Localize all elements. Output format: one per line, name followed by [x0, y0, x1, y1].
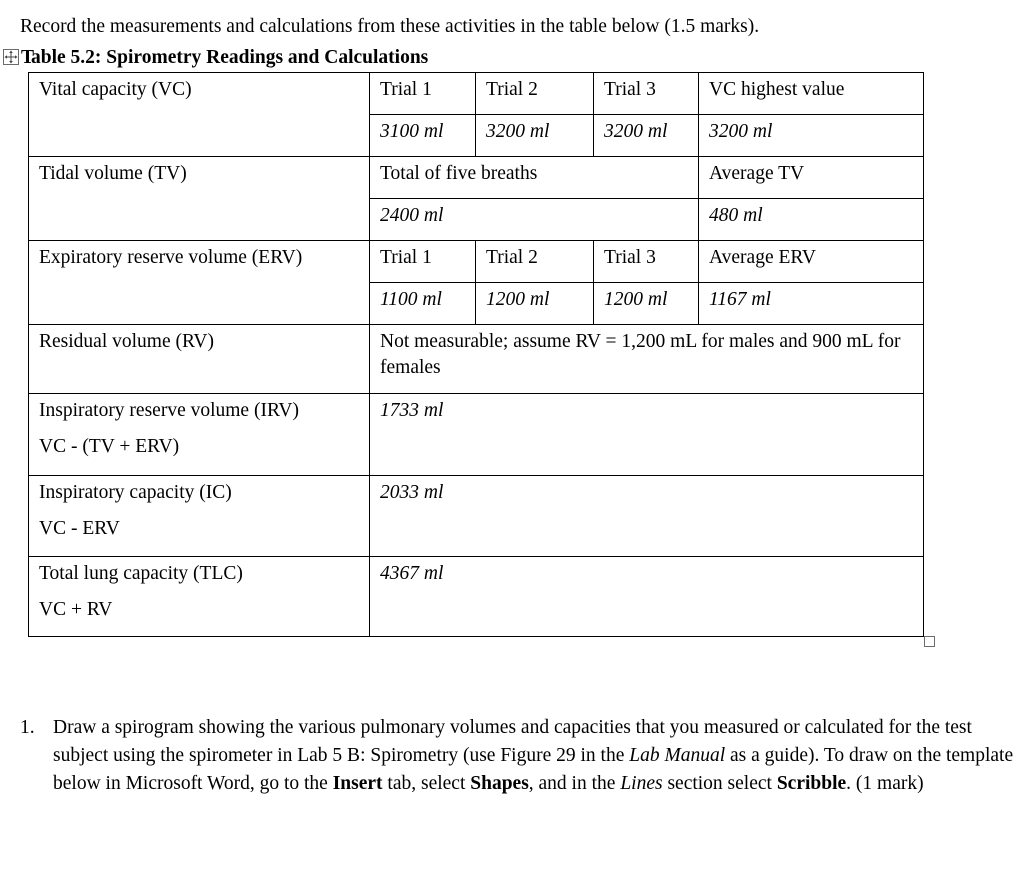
erv-trial2-value: 1200 ml: [476, 283, 594, 325]
vc-highest-value: 3200 ml: [699, 115, 924, 157]
ic-label: Inspiratory capacity (IC): [39, 482, 232, 503]
table-row: [29, 476, 924, 557]
vc-trial2-value: 3200 ml: [476, 115, 594, 157]
tv-total-header: Total of five breaths: [370, 157, 699, 199]
question-text: Draw a spirogram showing the various pulmonary volumes and capacities that you measured or calculated for the test subject using the spirometer in Lab 5 B: Spirometry (use Figure 29 in the Lab Manual as a guide). To draw on the template below in Microsoft Word, go to the Insert tab, select Shapes, and in the Lines section select Scribble. (1 mark): [53, 717, 1014, 794]
vc-trial1-header: Trial 1: [370, 73, 476, 115]
table-move-handle-icon[interactable]: [3, 49, 19, 65]
question-1: [20, 714, 1015, 798]
table-row: [29, 157, 924, 199]
erv-trial1-header: Trial 1: [370, 241, 476, 283]
question-number: 1.: [20, 717, 35, 738]
tlc-label: Total lung capacity (TLC): [39, 563, 243, 584]
tv-label: Tidal volume (TV): [29, 157, 370, 241]
ic-formula: VC - ERV: [39, 518, 120, 539]
spirometry-table: [28, 72, 924, 637]
tv-average-header: Average TV: [699, 157, 924, 199]
rv-note: Not measurable; assume RV = 1,200 mL for males and 900 mL for females: [370, 325, 924, 394]
erv-trial3-value: 1200 ml: [594, 283, 699, 325]
table-row: [29, 394, 924, 476]
tlc-formula: VC + RV: [39, 599, 113, 620]
irv-formula: VC - (TV + ERV): [39, 436, 180, 457]
vc-trial3-header: Trial 3: [594, 73, 699, 115]
table-row: [29, 241, 924, 283]
table-caption: Table 5.2: Spirometry Readings and Calculations: [21, 47, 429, 68]
instructions-text: Record the measurements and calculations from these activities in the table below (1.5 marks).: [20, 16, 760, 37]
tlc-value: 4367 ml: [370, 557, 924, 637]
table-row: [29, 557, 924, 637]
rv-label: Residual volume (RV): [29, 325, 370, 394]
ic-label-cell: [29, 476, 370, 557]
erv-trial3-header: Trial 3: [594, 241, 699, 283]
erv-trial1-value: 1100 ml: [370, 283, 476, 325]
erv-trial2-header: Trial 2: [476, 241, 594, 283]
vc-label: Vital capacity (VC): [29, 73, 370, 157]
tv-average-value: 480 ml: [699, 199, 924, 241]
vc-highest-header: VC highest value: [699, 73, 924, 115]
vc-trial3-value: 3200 ml: [594, 115, 699, 157]
table-row: [29, 73, 924, 115]
erv-average-header: Average ERV: [699, 241, 924, 283]
ic-value: 2033 ml: [370, 476, 924, 557]
vc-trial2-header: Trial 2: [476, 73, 594, 115]
irv-label-cell: [29, 394, 370, 476]
table-resize-handle[interactable]: [924, 636, 935, 647]
table-row: [29, 325, 924, 394]
irv-value: 1733 ml: [370, 394, 924, 476]
tv-total-value: 2400 ml: [370, 199, 699, 241]
irv-label: Inspiratory reserve volume (IRV): [39, 400, 299, 421]
tlc-label-cell: [29, 557, 370, 637]
erv-average-value: 1167 ml: [699, 283, 924, 325]
erv-label: Expiratory reserve volume (ERV): [29, 241, 370, 325]
vc-trial1-value: 3100 ml: [370, 115, 476, 157]
